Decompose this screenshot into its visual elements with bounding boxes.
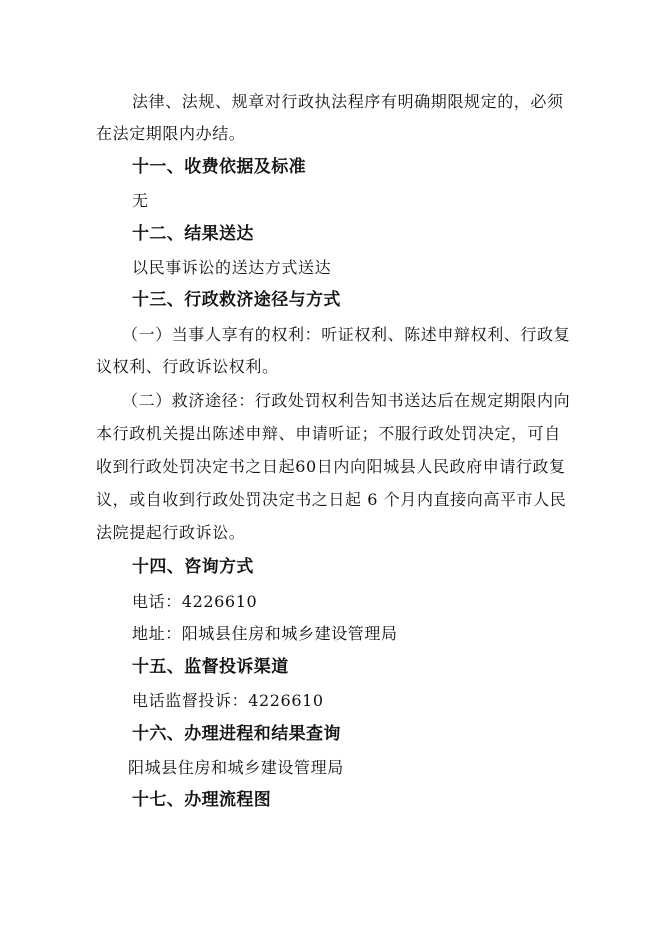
section-13-rights-line-1: （一）当事人享有的权利：听证权利、陈述申辩权利、行政复	[122, 325, 571, 344]
section-12-heading: 十二、结果送达	[132, 224, 254, 244]
section-11-text: 无	[132, 191, 149, 210]
section-13-heading: 十三、行政救济途径与方式	[132, 290, 341, 310]
section-13-remedy-line-5: 法院提起行政诉讼。	[96, 523, 246, 542]
section-13-remedy-line-2: 本行政机关提出陈述申辩、申请听证；不服行政处罚决定，可自	[96, 424, 561, 443]
section-13-rights-line-2: 议权利、行政诉讼权利。	[96, 357, 279, 376]
section-14-address: 地址：阳城县住房和城乡建设管理局	[132, 624, 398, 643]
section-14-heading: 十四、咨询方式	[132, 557, 254, 577]
section-14-phone: 电话：4226610	[132, 592, 258, 611]
paragraph-deadline-line-2: 在法定期限内办结。	[96, 124, 246, 143]
section-15-heading: 十五、监督投诉渠道	[132, 657, 289, 677]
section-17-heading: 十七、办理流程图	[132, 790, 272, 810]
section-16-heading: 十六、办理进程和结果查询	[132, 724, 341, 744]
section-13-remedy-line-1: （二）救济途径：行政处罚权利告知书送达后在规定期限内向	[122, 391, 571, 410]
section-12-text: 以民事诉讼的送达方式送达	[132, 258, 332, 277]
section-16-text: 阳城县住房和城乡建设管理局	[128, 758, 344, 777]
section-11-heading: 十一、收费依据及标准	[132, 157, 306, 177]
section-15-text: 电话监督投诉：4226610	[132, 691, 324, 710]
section-13-remedy-line-3: 收到行政处罚决定书之日起60日内向阳城县人民政府申请行政复	[96, 457, 566, 476]
paragraph-deadline-line-1: 法律、法规、规章对行政执法程序有明确期限规定的，必须	[132, 92, 564, 111]
section-13-remedy-line-4: 议，或自收到行政处罚决定书之日起 6 个月内直接向高平市人民	[96, 490, 567, 509]
